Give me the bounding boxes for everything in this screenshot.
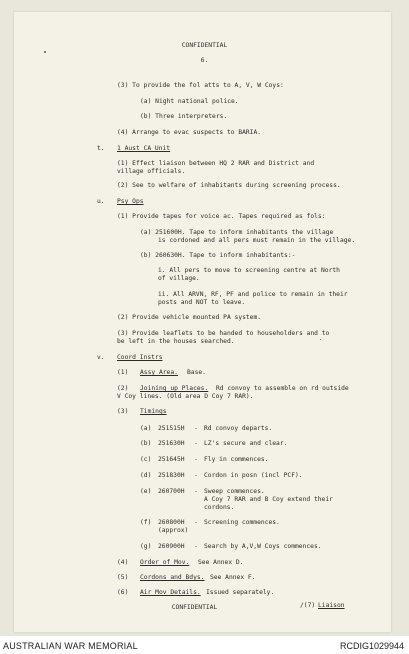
timing-row-e-time: 260700H (158, 488, 185, 495)
item-v4-title: Order of Mov. (140, 559, 190, 566)
timing-row-d-letter: (d) (140, 472, 152, 479)
timing-row-e-text: Sweep commences. (204, 488, 265, 495)
document-page (14, 12, 391, 632)
next-page-catchword: Liaison (318, 602, 345, 609)
item-v1-num: (1) (117, 369, 129, 376)
timing-row-f-letter: (f) (140, 519, 152, 526)
item-v4-text: See Annex D. (198, 559, 244, 566)
timing-row-e-cont-line1: A Coy 7 RAR and B Coy extend their (204, 496, 333, 503)
item-u1b-i-line2: of village. (158, 275, 200, 282)
timing-row-c-time: 251645H (158, 456, 185, 463)
item-3: (3) To provide the fol atts to A, V, W Coys: (117, 82, 284, 89)
timing-row-a-text: Rd convoy departs. (204, 425, 273, 432)
item-u1a-line1: (a) 251600H. Tape to inform inhabitants the village (140, 229, 334, 236)
timing-row-b-letter: (b) (140, 440, 152, 447)
item-t1-line1: (1) Effect liaison between HQ 2 RAR and District and (117, 160, 315, 167)
timing-row-f-approx: (approx) (158, 527, 189, 534)
classification-header: CONFIDENTIAL (181, 42, 228, 49)
item-v2-text: Rd convoy to assemble on rd outside (216, 385, 349, 392)
timing-row-f-time: 260800H (158, 519, 185, 526)
section-u-letter: u. (97, 198, 105, 205)
section-t-title: 1 Aust CA Unit (117, 145, 171, 152)
next-page-number: /(7) (300, 602, 316, 609)
item-v6-num: (6) (117, 589, 129, 596)
page-number: 6. (200, 57, 209, 64)
item-u1b-i-line1: i. All pers to move to screening centre at North (158, 267, 340, 274)
timing-row-b-dash: - (194, 440, 198, 447)
timing-row-d-dash: - (194, 472, 198, 479)
item-v2-title: Joining up Places. (140, 385, 209, 392)
item-v6-text: Issued separately. (206, 589, 275, 596)
timing-row-a-dash: - (194, 425, 198, 432)
scan-speck (44, 51, 46, 53)
record-id: RCDIG1029944 (339, 641, 404, 651)
timing-row-a-time: 251515H (158, 425, 185, 432)
item-v5-num: (5) (117, 574, 129, 581)
timing-row-c-text: Fly in commences. (204, 456, 269, 463)
timing-row-g-letter: (g) (140, 543, 152, 550)
timing-row-e-letter: (e) (140, 488, 152, 495)
item-v4-num: (4) (117, 559, 129, 566)
item-v1-text: Base. (187, 369, 206, 376)
item-v3-title: Timings (140, 408, 167, 415)
timing-row-c-letter: (c) (140, 456, 152, 463)
timing-row-d-text: Cordon in posn (incl PCF). (204, 472, 303, 479)
item-u1b-ii-line1: ii. All ARVN, RF, PF and police to remain in their (158, 291, 348, 298)
item-t1-line2: village officials. (117, 168, 186, 175)
archive-footer (0, 636, 409, 654)
timing-row-a-letter: (a) (140, 425, 152, 432)
timing-row-g-time: 260900H (158, 543, 185, 550)
section-v-letter: v. (97, 354, 105, 361)
timing-row-g-dash: - (194, 543, 198, 550)
timing-row-e-dash: - (194, 488, 198, 495)
item-v3-num: (3) (117, 408, 129, 415)
item-v6-title: Air Mov Details. (140, 589, 201, 596)
item-u3-line2: be left in the houses searched. (117, 338, 235, 345)
item-u1a-line2: is cordoned and all pers must remain in the village. (158, 237, 356, 244)
section-u-title: Psy Ops (117, 198, 144, 205)
item-v1-title: Assy Area. (140, 369, 178, 376)
item-3b: (b) Three interpreters. (140, 113, 228, 120)
timing-row-c-dash: - (194, 456, 198, 463)
section-t-letter: t. (97, 145, 105, 152)
timing-row-f-dash: - (194, 519, 198, 526)
timing-row-d-time: 251830H (158, 472, 185, 479)
section-v-title: Coord Instrs (117, 354, 163, 361)
scan-speck (320, 339, 321, 340)
classification-footer: CONFIDENTIAL (171, 604, 218, 611)
item-u3-line1: (3) Provide leaflets to be handed to householders and to (117, 330, 330, 337)
timing-row-e-cont-line2: cordons. (204, 504, 235, 511)
item-u1b-ii-line2: posts and NOT to leave. (158, 299, 246, 306)
item-u1b: (b) 260630H. Tape to inform inhabitants:- (140, 252, 296, 259)
item-v2-num: (2) (117, 385, 129, 392)
item-u2: (2) Provide vehicle mounted PA system. (117, 314, 262, 321)
timing-row-b-text: LZ's secure and clear. (204, 440, 288, 447)
timing-row-b-time: 251630H (158, 440, 185, 447)
timing-row-f-text: Screening commences. (204, 519, 280, 526)
timing-row-g-text: Search by A,V,W Coys commences. (204, 543, 322, 550)
item-t2: (2) See to welfare of inhabitants during screening process. (117, 182, 341, 189)
item-v5-title: Cordons and Bdys. (140, 574, 205, 581)
item-3a: (a) Night national police. (140, 98, 239, 105)
item-v5-text: See Annex F. (210, 574, 256, 581)
item-u1: (1) Provide tapes for voice ac. Tapes required as fols: (117, 213, 326, 220)
archive-name: AUSTRALIAN WAR MEMORIAL (3, 641, 138, 651)
item-v2-text-line2: V Coy lines. (Old area D Coy 7 RAR). (117, 393, 254, 400)
item-4: (4) Arrange to evac suspects to BARIA. (117, 129, 262, 136)
